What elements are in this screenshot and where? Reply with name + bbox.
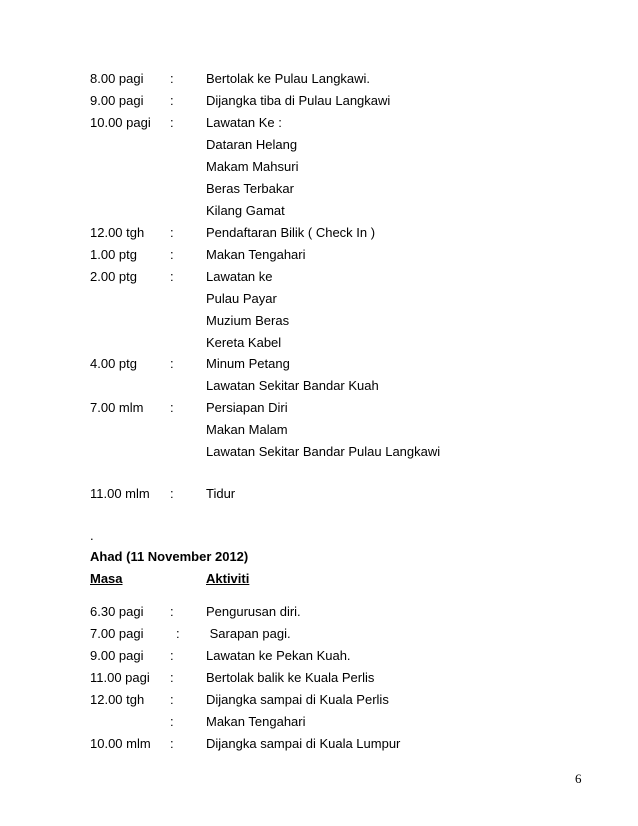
time-cell: 10.00 pagi	[90, 115, 151, 130]
time-cell: 12.00 tgh	[90, 225, 145, 240]
colon-cell: :	[170, 71, 174, 86]
colon-cell: :	[170, 356, 174, 371]
colon-cell: :	[176, 626, 180, 641]
colon-cell: :	[170, 486, 174, 501]
activity-cell: Bertolak balik ke Kuala Perlis	[206, 670, 375, 685]
activity-cell: Bertolak ke Pulau Langkawi.	[206, 71, 371, 86]
colon-cell: :	[170, 115, 174, 130]
activity-cell: Makam Mahsuri	[206, 159, 299, 174]
time-cell: 12.00 tgh	[90, 692, 145, 707]
time-cell: 7.00 mlm	[90, 400, 144, 415]
activity-cell: Dijangka sampai di Kuala Lumpur	[206, 736, 401, 751]
activity-cell: Kereta Kabel	[206, 335, 282, 350]
time-cell: 9.00 pagi	[90, 648, 144, 663]
section-heading: Ahad (11 November 2012)	[90, 549, 249, 564]
activity-cell: Muzium Beras	[206, 313, 290, 328]
activity-cell: Beras Terbakar	[206, 181, 294, 196]
time-cell: 4.00 ptg	[90, 356, 137, 371]
activity-cell: Dijangka tiba di Pulau Langkawi	[206, 93, 391, 108]
activity-cell: Dataran Helang	[206, 137, 298, 152]
time-cell: 11.00 mlm	[90, 486, 150, 501]
activity-cell: Lawatan Sekitar Bandar Kuah	[206, 378, 379, 393]
activity-cell: Tidur	[206, 486, 236, 501]
time-cell: 2.00 ptg	[90, 269, 137, 284]
time-cell: 6.30 pagi	[90, 604, 144, 619]
time-cell: 11.00 pagi	[90, 670, 150, 685]
activity-cell: Lawatan Ke :	[206, 115, 282, 130]
time-cell: 8.00 pagi	[90, 71, 144, 86]
time-cell: 9.00 pagi	[90, 93, 144, 108]
activity-cell: Pulau Payar	[206, 291, 277, 306]
colon-cell: :	[170, 648, 174, 663]
colon-cell: :	[170, 670, 174, 685]
colon-cell: :	[170, 400, 174, 415]
page-number: 6	[575, 771, 582, 786]
activity-cell: Pendaftaran Bilik ( Check In )	[206, 225, 376, 240]
activity-cell: Pengurusan diri.	[206, 604, 301, 619]
column-header-aktiviti: Aktiviti	[206, 571, 250, 586]
time-cell: 10.00 mlm	[90, 736, 151, 751]
activity-cell: Makan Malam	[206, 422, 288, 437]
activity-cell: Lawatan Sekitar Bandar Pulau Langkawi	[206, 444, 441, 459]
colon-cell: :	[170, 247, 174, 262]
colon-cell: :	[170, 714, 174, 729]
separator-dot: .	[90, 528, 94, 543]
activity-cell: Persiapan Diri	[206, 400, 288, 415]
colon-cell: :	[170, 604, 174, 619]
colon-cell: :	[170, 225, 174, 240]
colon-cell: :	[170, 93, 174, 108]
activity-cell: Lawatan ke	[206, 269, 273, 284]
time-cell: 7.00 pagi	[90, 626, 144, 641]
time-cell: 1.00 ptg	[90, 247, 137, 262]
colon-cell: :	[170, 736, 174, 751]
activity-cell: Minum Petang	[206, 356, 290, 371]
activity-cell: Lawatan ke Pekan Kuah.	[206, 648, 351, 663]
activity-cell: Kilang Gamat	[206, 203, 285, 218]
activity-cell: Makan Tengahari	[206, 247, 306, 262]
activity-cell: Sarapan pagi.	[206, 626, 291, 641]
column-header-masa: Masa	[90, 571, 123, 586]
colon-cell: :	[170, 692, 174, 707]
activity-cell: Dijangka sampai di Kuala Perlis	[206, 692, 389, 707]
activity-cell: Makan Tengahari	[206, 714, 306, 729]
colon-cell: :	[170, 269, 174, 284]
